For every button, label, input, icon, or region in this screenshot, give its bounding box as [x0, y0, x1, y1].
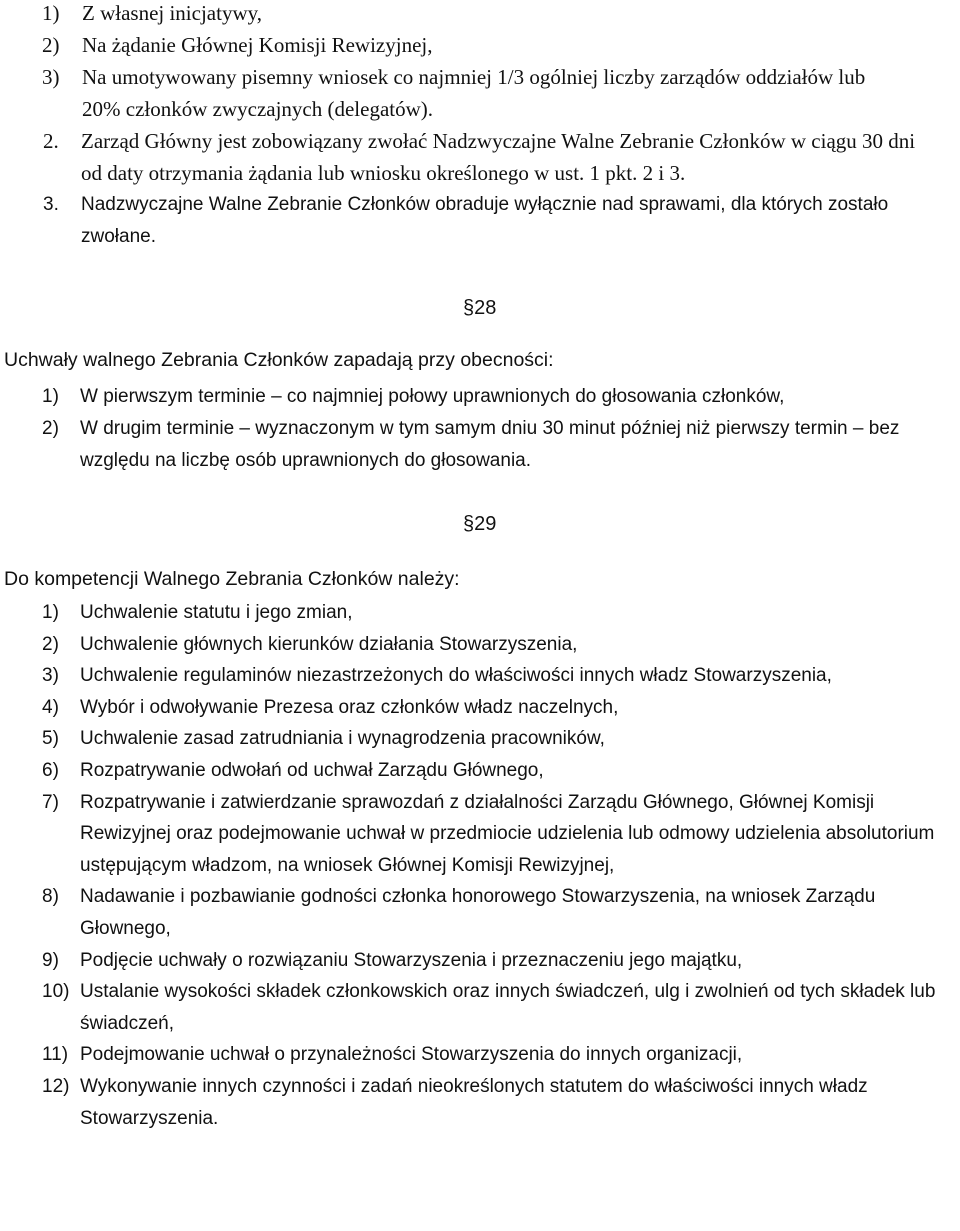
list-item-text: W drugim terminie – wyznaczonym w tym samym dniu 30 minut później niż pierwszy termin – bez względu na liczbę osób uprawnionych do głosowania. — [80, 418, 900, 471]
list-item-number: 1) — [42, 602, 59, 623]
list-item-number: 11) — [42, 1044, 69, 1066]
list-item — [0, 0, 960, 29]
list-item-text: Rozpatrywanie odwołań od uchwał Zarządu Głównego, — [80, 759, 544, 781]
list-item-number: 8) — [42, 886, 59, 908]
section-29-heading: §29 — [463, 513, 497, 535]
list-item-text: Uchwalenie regulaminów niezastrzeżonych do właściwości innych władz Stowarzyszenia, — [80, 665, 832, 687]
list-item — [42, 629, 960, 661]
list-item-text: Na żądanie Głównej Komisji Rewizyjnej, — [82, 33, 433, 57]
list-item — [42, 787, 960, 882]
list-item-text: Nadawanie i pozbawianie godności członka honorowego Stowarzyszenia, na wniosek Zarządu Głownego, — [80, 886, 876, 939]
section-28-lead: Uchwały walnego Zebrania Członków zapadają przy obecności: — [4, 349, 554, 371]
list-item-text: Na umotywowany pisemny wniosek co najmniej 1/3 ogólniej liczby zarządów oddziałów lub 20% członków zwyczajnych (delegatów). — [82, 65, 866, 121]
list-item-text: Uchwalenie zasad zatrudniania i wynagrodzenia pracowników, — [80, 728, 605, 750]
list-item — [0, 61, 960, 125]
list-item-number: 3) — [42, 665, 59, 687]
list-item — [42, 881, 960, 944]
list-item-number: 5) — [42, 728, 59, 750]
list-item-text: Uchwalenie głównych kierunków działania Stowarzyszenia, — [80, 633, 578, 655]
list-item — [0, 29, 960, 61]
list-item — [42, 597, 960, 629]
list-item-text: Podejmowanie uchwał o przynależności Stowarzyszenia do innych organizacji, — [80, 1044, 743, 1066]
list-item-number: 7) — [42, 791, 59, 813]
list-item-text: Wybór i odwoływanie Prezesa oraz członków władz naczelnych, — [80, 696, 619, 718]
list-item-text: Z własnej inicjatywy, — [82, 1, 263, 25]
list-item-number: 9) — [42, 949, 59, 971]
list-item — [42, 945, 960, 977]
list-item-number: 2. — [43, 129, 59, 153]
list-item-number: 1) — [42, 386, 59, 407]
list-item-number: 4) — [42, 696, 59, 718]
list-item-text: Uchwalenie statutu i jego zmian, — [80, 602, 353, 623]
list-item-number: 6) — [42, 759, 59, 781]
list-item-number: 10) — [42, 981, 70, 1003]
list-item — [42, 1071, 960, 1134]
list-item-number: 2) — [42, 633, 59, 655]
list-item-number: 1) — [42, 1, 60, 25]
list-item-number: 3) — [42, 65, 60, 89]
list-item — [42, 1039, 960, 1071]
top-list — [0, 0, 960, 125]
list-item-number: 12) — [42, 1075, 70, 1097]
section-29-list — [0, 597, 960, 1134]
list-item-text: Podjęcie uchwały o rozwiązaniu Stowarzyszenia i przeznaczeniu jego majątku, — [80, 949, 743, 971]
list-item — [42, 723, 960, 755]
list-item — [42, 976, 960, 1039]
list-item-text: Nadzwyczajne Walne Zebranie Członków obraduje wyłącznie nad sprawami, dla których zostało zwołane. — [81, 194, 889, 247]
list-item-text: Zarząd Główny jest zobowiązany zwołać Nadzwyczajne Walne Zebranie Członków w ciągu 30 dni od daty otrzymania żądania lub wniosku określonego w ust. 1 pkt. 2 i 3. — [81, 129, 916, 185]
list-item-text: Ustalanie wysokości składek członkowskich oraz innych świadczeń, ulg i zwolnień od tych składek lub świadczeń, — [80, 981, 936, 1034]
list-item-text: Wykonywanie innych czynności i zadań nieokreślonych statutem do właściwości innych władz Stowarzyszenia. — [80, 1075, 868, 1129]
list-item-number: 2) — [42, 33, 60, 57]
list-item — [42, 660, 960, 692]
list-item-number: 2) — [42, 418, 59, 439]
list-item-text: Rozpatrywanie i zatwierdzanie sprawozdań z działalności Zarządu Głównego, Głównej Komisji Rewizyjnej oraz podejmowanie uchwał w przedmiocie udzielenia lub odmowy udzielenia absolutorium ustępującym władzom, na wniosek Głównej Komisji Rewizyjnej, — [80, 791, 935, 876]
ust-list — [0, 125, 960, 253]
list-item-number: 3. — [43, 194, 59, 215]
list-item — [0, 125, 960, 189]
list-item — [0, 189, 960, 253]
list-item — [42, 692, 960, 724]
list-item — [42, 381, 960, 413]
section-29-lead: Do kompetencji Walnego Zebrania Członków należy: — [4, 568, 460, 590]
section-28-heading: §28 — [463, 297, 497, 319]
list-item-text: W pierwszym terminie – co najmniej połowy uprawnionych do głosowania członków, — [80, 386, 785, 407]
list-item — [42, 413, 960, 477]
list-item — [42, 755, 960, 787]
section-28-list — [0, 381, 960, 477]
